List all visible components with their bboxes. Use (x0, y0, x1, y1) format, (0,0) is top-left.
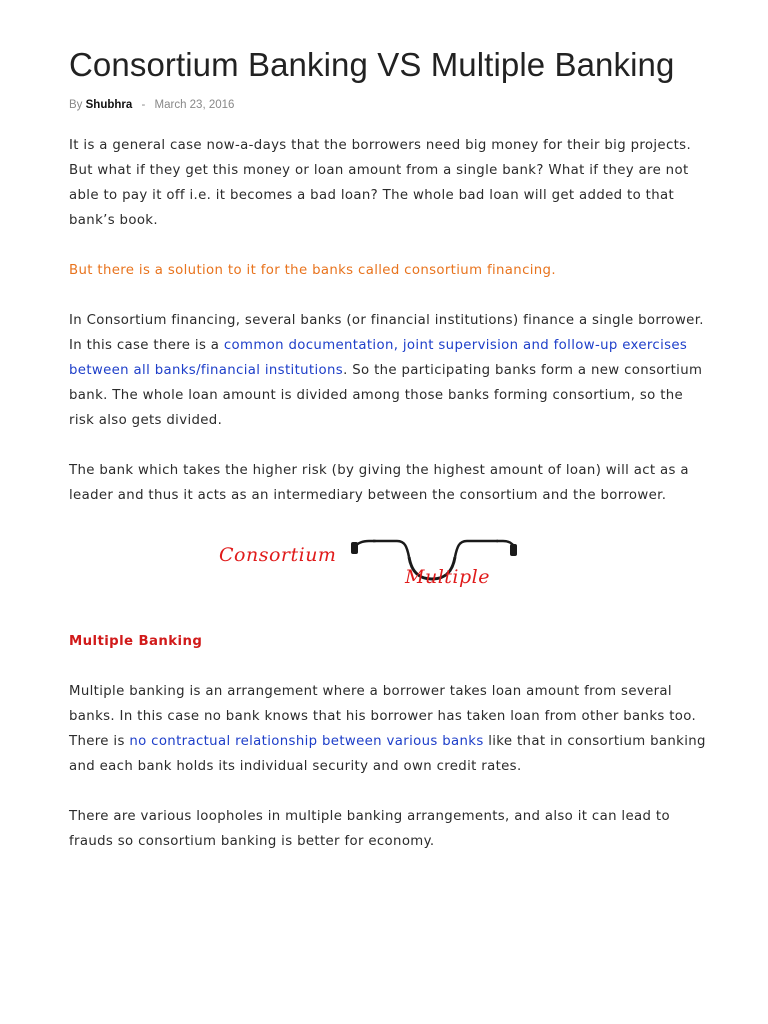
post-meta (69, 97, 709, 113)
right-grip-icon (510, 544, 517, 556)
section-heading-multiple-banking: Multiple Banking (69, 634, 203, 649)
paragraph-text: like that in consortium banking and each bank holds its individual security and own credit rates. (69, 734, 706, 774)
by-label: By (69, 99, 83, 111)
post-date: March 23, 2016 (154, 99, 235, 111)
paragraph-multiple-banking (69, 679, 709, 779)
consortium-multiple-figure (69, 533, 709, 603)
figure-right-word: Multiple (405, 566, 490, 588)
paragraph-text: . So the participating banks form a new consortium bank. The whole loan amount is divided among those banks forming consortium, so the risk also gets divided. (69, 363, 703, 428)
left-grip-icon (351, 542, 358, 554)
article (69, 46, 709, 854)
paragraph-conclusion: There are various loopholes in multiple banking arrangements, and also it can lead to frauds so consortium banking is better for economy. (69, 809, 670, 849)
bicycle-handlebar-image (217, 533, 527, 593)
paragraph-text: Multiple banking is an arrangement where a borrower takes loan amount from several banks. In this case no bank knows that his borrower has taken loan from other banks too. There is (69, 684, 697, 749)
common-documentation-link[interactable]: common documentation, joint supervision and follow-up exercises between all banks/financial institutions (69, 338, 688, 378)
page-title: Consortium Banking VS Multiple Banking (69, 46, 675, 83)
highlight-paragraph: But there is a solution to it for the banks called consortium financing. (69, 263, 556, 278)
meta-separator: - (141, 99, 146, 111)
paragraph-text: In Consortium financing, several banks (or financial institutions) finance a single borrower. In this case there is a (69, 313, 704, 353)
paragraph-leader: The bank which takes the higher risk (by giving the highest amount of loan) will act as a leader and thus it acts as an intermediary between the consortium and the borrower. (69, 463, 689, 503)
author-link[interactable]: Shubhra (85, 99, 133, 111)
no-contractual-relationship-link[interactable]: no contractual relationship between various banks (129, 734, 484, 749)
paragraph-consortium (69, 308, 709, 433)
paragraph-intro: It is a general case now-a-days that the borrowers need big money for their big projects. But what if they get this money or loan amount from a single bank? What if they are not able to pay it off i.e. it becomes a bad loan? The whole bad loan will get added to that bank’s book. (69, 138, 692, 228)
figure-left-word: Consortium (219, 544, 337, 566)
